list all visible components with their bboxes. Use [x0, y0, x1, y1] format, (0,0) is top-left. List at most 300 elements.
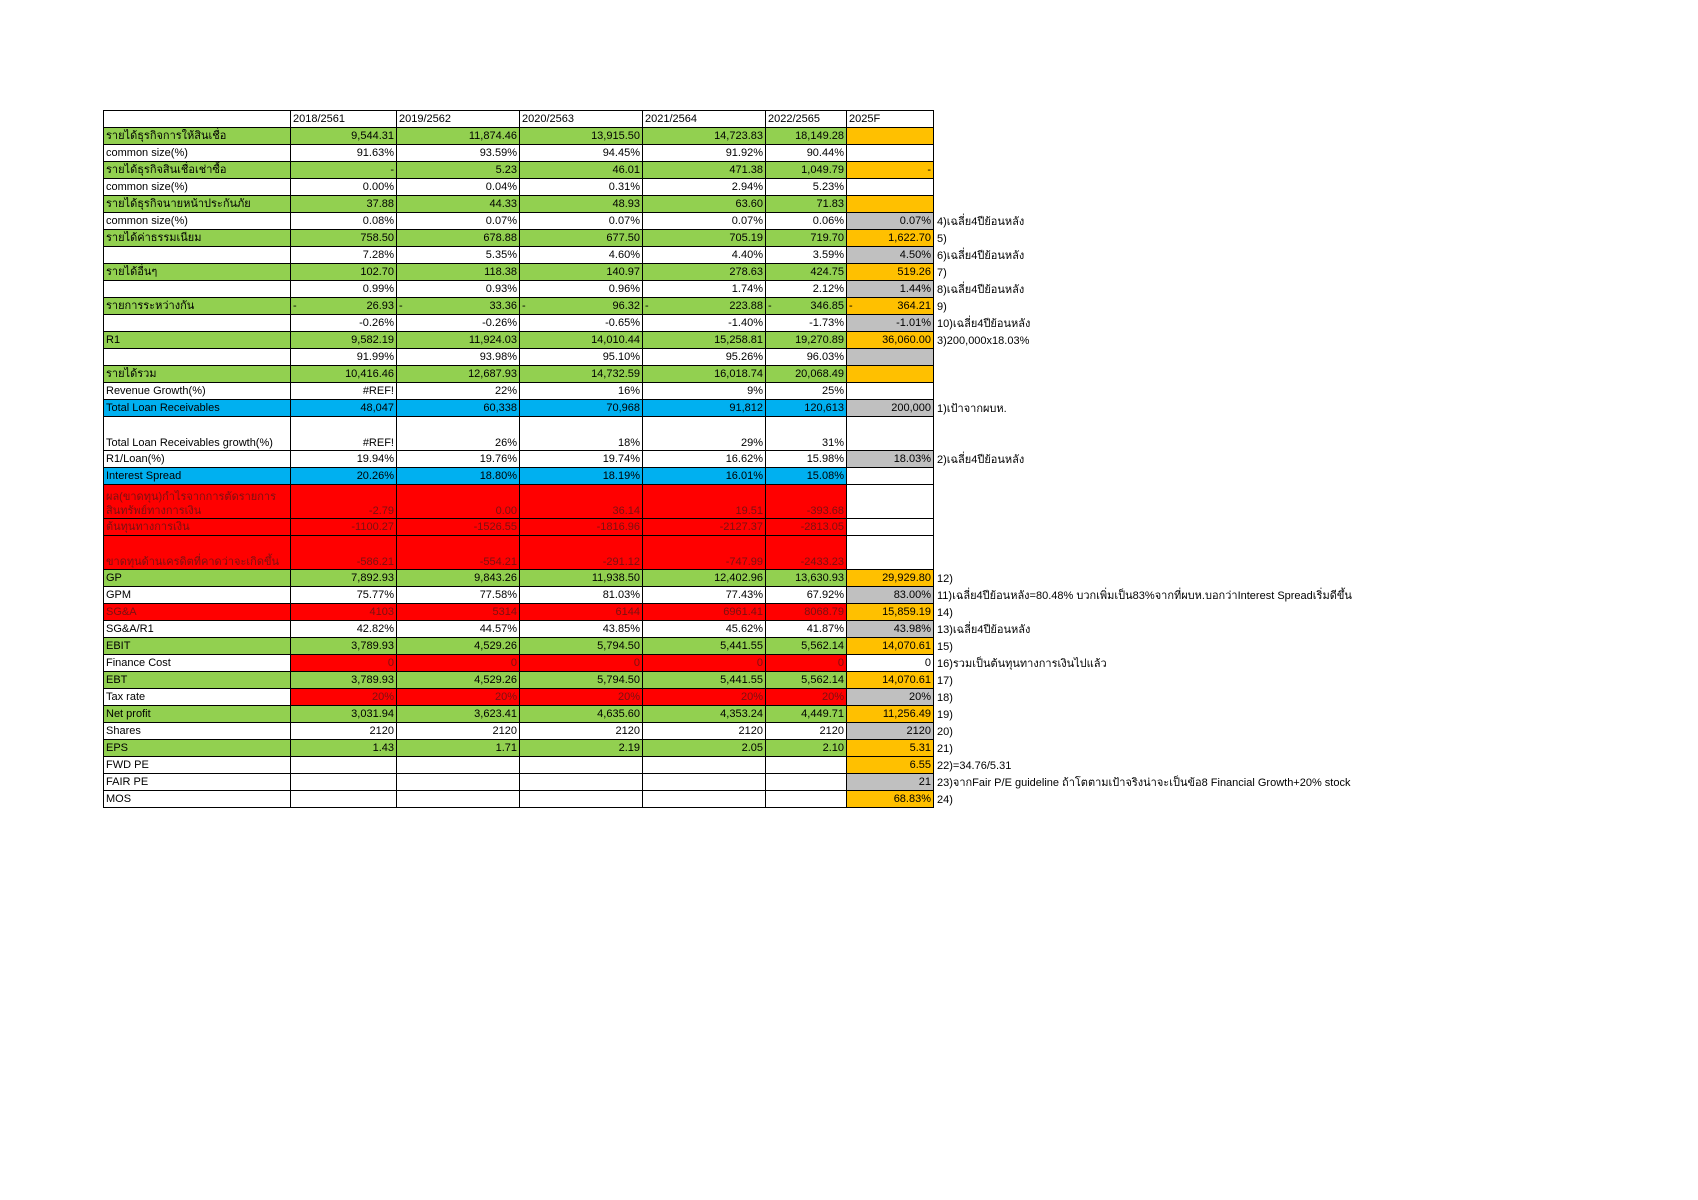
value-cell[interactable]: [643, 162, 766, 179]
value-cell[interactable]: [520, 655, 643, 672]
row-label-cell[interactable]: R1/Loan(%): [104, 451, 291, 468]
value-cell[interactable]: [520, 400, 643, 417]
value-cell[interactable]: [643, 740, 766, 757]
row-label-cell[interactable]: Shares: [104, 723, 291, 740]
value-cell[interactable]: [291, 655, 397, 672]
forecast-cell[interactable]: [847, 485, 934, 519]
value-cell[interactable]: [397, 349, 520, 366]
forecast-cell[interactable]: [847, 638, 934, 655]
value-cell[interactable]: [291, 791, 397, 808]
header-cell-label[interactable]: [104, 111, 291, 128]
value-cell[interactable]: [643, 757, 766, 774]
value-cell[interactable]: [643, 349, 766, 366]
value-cell[interactable]: [520, 451, 643, 468]
value-text: 4.40%: [731, 249, 763, 261]
value-cell[interactable]: [643, 536, 766, 570]
value-text: 2.12%: [812, 283, 844, 295]
value-cell[interactable]: [397, 740, 520, 757]
forecast-cell[interactable]: [847, 791, 934, 808]
header-cell-year[interactable]: 2018/2561: [291, 111, 397, 128]
value-cell[interactable]: [766, 162, 847, 179]
value-cell[interactable]: [520, 128, 643, 145]
table-row: [104, 689, 1454, 706]
value-cell[interactable]: [766, 485, 847, 519]
value-cell[interactable]: [766, 570, 847, 587]
value-cell[interactable]: [520, 315, 643, 332]
row-label-cell[interactable]: ผล(ขาดทุน)กำไรจากการตัดรายการสินทรัพย์ทางการเงิน: [104, 485, 291, 519]
row-label-cell[interactable]: รายได้อื่นๆ: [104, 264, 291, 281]
value-cell[interactable]: [643, 587, 766, 604]
row-label-cell[interactable]: รายได้ธุรกิจสินเชื่อเช่าซื้อ: [104, 162, 291, 179]
value-cell[interactable]: [397, 264, 520, 281]
row-label-cell[interactable]: common size(%): [104, 179, 291, 196]
value-cell[interactable]: [520, 570, 643, 587]
value-cell[interactable]: [397, 774, 520, 791]
value-cell[interactable]: [766, 740, 847, 757]
row-label-cell[interactable]: SG&A/R1: [104, 621, 291, 638]
forecast-cell[interactable]: [847, 264, 934, 281]
value-cell[interactable]: [520, 298, 643, 315]
row-label-cell[interactable]: ต้นทุนทางการเงิน: [104, 519, 291, 536]
forecast-cell[interactable]: [847, 247, 934, 264]
negative-marker: -: [645, 300, 649, 312]
value-cell[interactable]: [397, 791, 520, 808]
value-cell[interactable]: [766, 145, 847, 162]
value-cell[interactable]: [643, 706, 766, 723]
row-label-cell[interactable]: SG&A: [104, 604, 291, 621]
value-cell[interactable]: [520, 706, 643, 723]
note-text: 1)เป้าจากผบห.: [937, 402, 1007, 415]
value-cell[interactable]: [397, 145, 520, 162]
value-cell[interactable]: [397, 298, 520, 315]
value-cell[interactable]: [643, 451, 766, 468]
value-cell[interactable]: [766, 383, 847, 400]
value-cell[interactable]: [643, 264, 766, 281]
value-cell[interactable]: [766, 655, 847, 672]
value-cell[interactable]: [397, 366, 520, 383]
forecast-cell[interactable]: [847, 468, 934, 485]
value-cell[interactable]: [291, 621, 397, 638]
header-cell-year[interactable]: 2021/2564: [643, 111, 766, 128]
value-cell[interactable]: [397, 604, 520, 621]
value-cell[interactable]: [643, 332, 766, 349]
value-cell[interactable]: [643, 604, 766, 621]
value-cell[interactable]: [397, 638, 520, 655]
value-cell[interactable]: [643, 230, 766, 247]
value-cell[interactable]: [397, 162, 520, 179]
value-cell[interactable]: [291, 604, 397, 621]
forecast-cell[interactable]: [847, 519, 934, 536]
value-cell[interactable]: [766, 774, 847, 791]
value-text: 223.88: [729, 300, 763, 312]
value-cell[interactable]: [291, 468, 397, 485]
value-cell[interactable]: [291, 417, 397, 451]
forecast-cell[interactable]: [847, 298, 934, 315]
value-cell[interactable]: [520, 349, 643, 366]
row-label-cell[interactable]: EBIT: [104, 638, 291, 655]
forecast-cell[interactable]: [847, 604, 934, 621]
forecast-cell[interactable]: [847, 655, 934, 672]
value-cell[interactable]: [291, 162, 397, 179]
value-cell[interactable]: [291, 349, 397, 366]
value-cell[interactable]: [766, 179, 847, 196]
value-cell[interactable]: [397, 706, 520, 723]
value-text: 48,047: [360, 402, 394, 414]
forecast-cell[interactable]: [847, 621, 934, 638]
row-label-cell[interactable]: [104, 247, 291, 264]
value-cell[interactable]: [643, 366, 766, 383]
forecast-text: 2120: [906, 725, 931, 737]
value-cell[interactable]: [397, 689, 520, 706]
value-text: 5.35%: [485, 249, 517, 261]
row-label-cell[interactable]: Finance Cost: [104, 655, 291, 672]
value-cell[interactable]: [397, 417, 520, 451]
row-label-cell[interactable]: common size(%): [104, 213, 291, 230]
value-cell[interactable]: [291, 587, 397, 604]
value-cell[interactable]: [643, 298, 766, 315]
value-cell[interactable]: [643, 485, 766, 519]
forecast-cell[interactable]: [847, 230, 934, 247]
value-cell[interactable]: [397, 621, 520, 638]
row-label-cell[interactable]: ขาดทุนด้านเครดิตที่คาดว่าจะเกิดขึ้น: [104, 536, 291, 570]
forecast-cell[interactable]: [847, 315, 934, 332]
value-cell[interactable]: [766, 451, 847, 468]
row-label-cell[interactable]: Interest Spread: [104, 468, 291, 485]
table-row: [104, 230, 1454, 247]
value-cell[interactable]: [766, 298, 847, 315]
forecast-text: 20%: [908, 691, 931, 703]
value-cell[interactable]: [766, 349, 847, 366]
row-label-cell[interactable]: Total Loan Receivables: [104, 400, 291, 417]
value-cell[interactable]: [766, 264, 847, 281]
value-cell[interactable]: [291, 230, 397, 247]
forecast-cell[interactable]: [847, 706, 934, 723]
row-label-cell[interactable]: [104, 315, 291, 332]
value-cell[interactable]: [520, 638, 643, 655]
value-cell[interactable]: [520, 672, 643, 689]
row-label-cell[interactable]: [104, 349, 291, 366]
value-cell[interactable]: [643, 145, 766, 162]
value-cell[interactable]: [397, 519, 520, 536]
value-cell[interactable]: [766, 400, 847, 417]
row-label-cell[interactable]: Revenue Growth(%): [104, 383, 291, 400]
value-cell[interactable]: [643, 655, 766, 672]
header-cell-year[interactable]: 2019/2562: [397, 111, 520, 128]
header-cell-year[interactable]: 2022/2565: [766, 111, 847, 128]
value-cell[interactable]: [643, 519, 766, 536]
value-cell[interactable]: [520, 485, 643, 519]
value-cell[interactable]: [766, 638, 847, 655]
row-label-cell[interactable]: รายได้ธุรกิจนายหน้าประกันภัย: [104, 196, 291, 213]
value-cell[interactable]: [520, 757, 643, 774]
value-cell[interactable]: [520, 145, 643, 162]
value-cell[interactable]: [291, 315, 397, 332]
value-cell[interactable]: [291, 247, 397, 264]
value-text: 758.50: [360, 232, 394, 244]
row-label-cell[interactable]: common size(%): [104, 145, 291, 162]
value-cell[interactable]: [397, 587, 520, 604]
value-cell[interactable]: [291, 723, 397, 740]
note-text: 4)เฉลี่ย4ปีย้อนหลัง: [937, 215, 1025, 228]
value-text: -554.21: [479, 556, 517, 568]
value-cell[interactable]: [643, 179, 766, 196]
value-cell[interactable]: [397, 213, 520, 230]
value-cell[interactable]: [766, 315, 847, 332]
value-cell[interactable]: [643, 247, 766, 264]
value-cell[interactable]: [397, 400, 520, 417]
value-text: 705.19: [729, 232, 763, 244]
value-text: 19.74%: [602, 453, 640, 465]
row-label-cell[interactable]: GP: [104, 570, 291, 587]
value-cell[interactable]: [397, 672, 520, 689]
value-cell[interactable]: [291, 672, 397, 689]
forecast-cell[interactable]: [847, 672, 934, 689]
value-text: 424.75: [810, 266, 844, 278]
value-cell[interactable]: [520, 281, 643, 298]
value-cell[interactable]: [643, 638, 766, 655]
forecast-cell[interactable]: [847, 332, 934, 349]
forecast-cell[interactable]: [847, 740, 934, 757]
value-cell[interactable]: [643, 213, 766, 230]
value-cell[interactable]: [766, 519, 847, 536]
value-cell[interactable]: [520, 740, 643, 757]
value-cell[interactable]: [643, 672, 766, 689]
value-cell[interactable]: [291, 281, 397, 298]
value-cell[interactable]: [397, 179, 520, 196]
value-cell[interactable]: [291, 485, 397, 519]
row-label-cell[interactable]: EPS: [104, 740, 291, 757]
row-label-cell[interactable]: GPM: [104, 587, 291, 604]
value-cell[interactable]: [766, 604, 847, 621]
value-cell[interactable]: [291, 451, 397, 468]
value-cell[interactable]: [397, 281, 520, 298]
value-cell[interactable]: [397, 757, 520, 774]
value-text: 719.70: [810, 232, 844, 244]
value-text: 18,149.28: [795, 130, 844, 142]
table-row: [104, 519, 1454, 536]
row-label-cell[interactable]: R1: [104, 332, 291, 349]
value-cell[interactable]: [291, 400, 397, 417]
value-cell[interactable]: [520, 383, 643, 400]
row-label-cell[interactable]: รายการระหว่างกัน: [104, 298, 291, 315]
row-label-cell[interactable]: รายได้รวม: [104, 366, 291, 383]
row-label-cell[interactable]: Total Loan Receivables growth(%): [104, 417, 291, 451]
value-cell[interactable]: [766, 366, 847, 383]
value-cell[interactable]: [397, 247, 520, 264]
value-cell[interactable]: [643, 774, 766, 791]
value-cell[interactable]: [643, 570, 766, 587]
value-cell[interactable]: [291, 740, 397, 757]
forecast-cell[interactable]: [847, 162, 934, 179]
value-cell[interactable]: [291, 638, 397, 655]
value-cell[interactable]: [291, 196, 397, 213]
row-label-cell[interactable]: รายได้ธุรกิจการให้สินเชื่อ: [104, 128, 291, 145]
value-cell[interactable]: [520, 264, 643, 281]
value-cell[interactable]: [291, 298, 397, 315]
value-cell[interactable]: [291, 213, 397, 230]
table-row: [104, 128, 1454, 145]
value-cell[interactable]: [643, 621, 766, 638]
forecast-cell[interactable]: [847, 213, 934, 230]
value-cell[interactable]: [643, 791, 766, 808]
row-label-cell[interactable]: รายได้ค่าธรรมเนียม: [104, 230, 291, 247]
value-cell[interactable]: [520, 213, 643, 230]
value-cell[interactable]: [291, 383, 397, 400]
value-cell[interactable]: [766, 332, 847, 349]
value-cell[interactable]: [766, 672, 847, 689]
value-text: 22%: [494, 385, 517, 397]
value-cell[interactable]: [643, 315, 766, 332]
value-cell[interactable]: [520, 621, 643, 638]
forecast-cell[interactable]: [847, 281, 934, 298]
value-cell[interactable]: [766, 723, 847, 740]
forecast-cell[interactable]: [847, 196, 934, 213]
value-cell[interactable]: [520, 536, 643, 570]
forecast-cell[interactable]: [847, 145, 934, 162]
note-text: 16)รวมเป็นต้นทุนทางการเงินไปแล้ว: [937, 657, 1107, 670]
value-cell[interactable]: [291, 774, 397, 791]
value-cell[interactable]: [643, 689, 766, 706]
value-cell[interactable]: [291, 366, 397, 383]
table-row: [104, 604, 1454, 621]
value-cell[interactable]: [643, 196, 766, 213]
value-cell[interactable]: [766, 706, 847, 723]
value-cell[interactable]: [520, 230, 643, 247]
value-cell[interactable]: [291, 757, 397, 774]
row-label-cell[interactable]: Net profit: [104, 706, 291, 723]
value-cell[interactable]: [766, 281, 847, 298]
forecast-cell[interactable]: [847, 689, 934, 706]
forecast-cell[interactable]: [847, 349, 934, 366]
value-cell[interactable]: [397, 451, 520, 468]
header-cell-forecast[interactable]: 2025F: [847, 111, 934, 128]
forecast-cell[interactable]: [847, 723, 934, 740]
value-cell[interactable]: [291, 706, 397, 723]
value-cell[interactable]: [643, 400, 766, 417]
value-cell[interactable]: [766, 536, 847, 570]
value-cell[interactable]: [520, 179, 643, 196]
value-text: #REF!: [362, 385, 394, 397]
value-cell[interactable]: [520, 723, 643, 740]
value-cell[interactable]: [397, 723, 520, 740]
table-row: [104, 757, 1454, 774]
value-cell[interactable]: [397, 315, 520, 332]
value-cell[interactable]: [766, 791, 847, 808]
forecast-cell[interactable]: [847, 757, 934, 774]
value-cell[interactable]: [520, 417, 643, 451]
row-label-cell[interactable]: EBT: [104, 672, 291, 689]
value-cell[interactable]: [766, 247, 847, 264]
value-cell[interactable]: [643, 383, 766, 400]
value-cell[interactable]: [291, 519, 397, 536]
value-cell[interactable]: [766, 417, 847, 451]
value-cell[interactable]: [520, 587, 643, 604]
value-cell[interactable]: [520, 247, 643, 264]
row-label-cell[interactable]: MOS: [104, 791, 291, 808]
forecast-cell[interactable]: [847, 366, 934, 383]
value-cell[interactable]: [766, 196, 847, 213]
row-label-cell[interactable]: [104, 281, 291, 298]
value-cell[interactable]: [397, 230, 520, 247]
value-cell[interactable]: [397, 128, 520, 145]
value-cell[interactable]: [520, 689, 643, 706]
value-cell[interactable]: [291, 332, 397, 349]
forecast-cell[interactable]: [847, 417, 934, 451]
value-text: -291.12: [602, 556, 640, 568]
value-cell[interactable]: [520, 774, 643, 791]
forecast-cell[interactable]: [847, 451, 934, 468]
value-cell[interactable]: [291, 128, 397, 145]
value-text: 9%: [747, 385, 763, 397]
value-cell[interactable]: [643, 723, 766, 740]
forecast-cell[interactable]: [847, 774, 934, 791]
value-cell[interactable]: [397, 383, 520, 400]
negative-marker: -: [293, 300, 297, 312]
value-cell[interactable]: [643, 417, 766, 451]
value-cell[interactable]: [766, 689, 847, 706]
value-cell[interactable]: [766, 621, 847, 638]
value-cell[interactable]: [397, 468, 520, 485]
value-cell[interactable]: [520, 604, 643, 621]
value-cell[interactable]: [291, 570, 397, 587]
value-cell[interactable]: [520, 519, 643, 536]
forecast-cell[interactable]: [847, 128, 934, 145]
value-cell[interactable]: [766, 587, 847, 604]
value-cell[interactable]: [520, 468, 643, 485]
row-label-cell[interactable]: FWD PE: [104, 757, 291, 774]
row-label-cell[interactable]: Tax rate: [104, 689, 291, 706]
value-text: 45.62%: [725, 623, 763, 635]
value-cell[interactable]: [397, 196, 520, 213]
value-cell[interactable]: [520, 791, 643, 808]
value-cell[interactable]: [643, 468, 766, 485]
value-cell[interactable]: [291, 536, 397, 570]
forecast-cell[interactable]: [847, 383, 934, 400]
value-cell[interactable]: [766, 757, 847, 774]
forecast-cell[interactable]: [847, 587, 934, 604]
value-cell[interactable]: [520, 366, 643, 383]
value-cell[interactable]: [520, 196, 643, 213]
value-cell[interactable]: [291, 264, 397, 281]
note-text: 11)เฉลี่ย4ปีย้อนหลัง=80.48% บวกเพิ่มเป็น83%จากที่ผบห.บอกว่าInterest Spreadเริ่มดีขึ้น: [937, 589, 1352, 602]
value-cell[interactable]: [291, 179, 397, 196]
value-cell[interactable]: [397, 655, 520, 672]
value-cell[interactable]: [397, 332, 520, 349]
value-cell[interactable]: [520, 332, 643, 349]
value-cell[interactable]: [520, 162, 643, 179]
value-cell[interactable]: [766, 213, 847, 230]
forecast-cell[interactable]: [847, 570, 934, 587]
row-label-cell[interactable]: FAIR PE: [104, 774, 291, 791]
value-text: 2120: [738, 725, 763, 737]
forecast-text: 1,622.70: [888, 232, 931, 244]
table-row: [104, 196, 1454, 213]
value-cell[interactable]: [291, 145, 397, 162]
value-cell[interactable]: [397, 485, 520, 519]
forecast-cell[interactable]: [847, 536, 934, 570]
value-cell[interactable]: [397, 570, 520, 587]
forecast-cell[interactable]: [847, 179, 934, 196]
value-cell[interactable]: [291, 689, 397, 706]
value-cell[interactable]: [766, 230, 847, 247]
value-cell[interactable]: [766, 468, 847, 485]
value-cell[interactable]: [643, 128, 766, 145]
forecast-cell[interactable]: [847, 400, 934, 417]
header-cell-year[interactable]: 2020/2563: [520, 111, 643, 128]
value-cell[interactable]: [766, 128, 847, 145]
value-cell[interactable]: [643, 281, 766, 298]
value-cell[interactable]: [397, 536, 520, 570]
